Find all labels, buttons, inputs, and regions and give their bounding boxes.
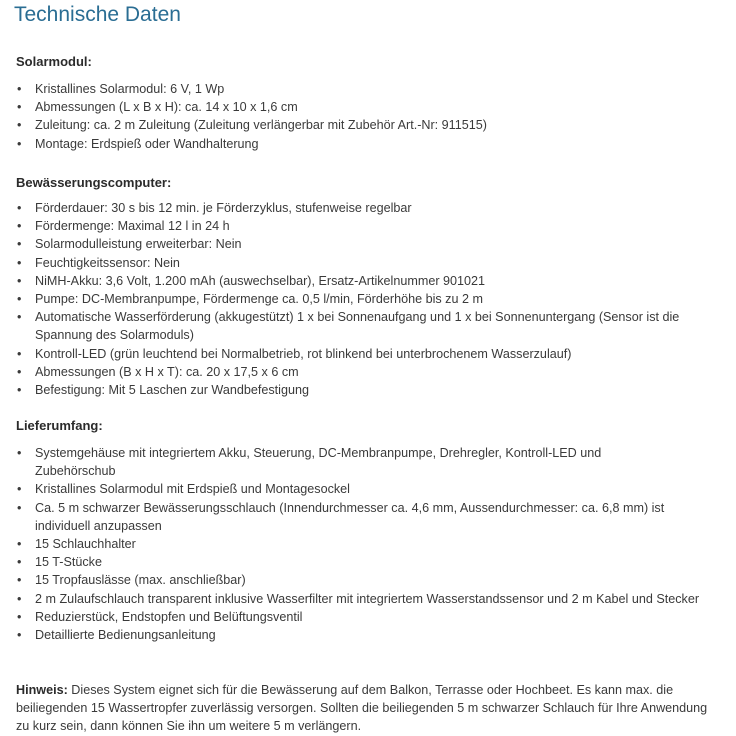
bewaesserungscomputer-list [16,199,728,399]
list-item: • Automatische Wasserförderung (akkugestützt) 1 x bei Sonnenaufgang und 1 x bei Sonnenuntergang (Sensor ist die Spannung des Solarmoduls) [16,308,728,344]
lieferumfang-list [16,444,700,644]
section-heading-solarmodul: Solarmodul: [16,54,92,69]
list-item: • Solarmodulleistung erweiterbar: Nein [16,235,728,253]
list-item: • Ca. 5 m schwarzer Bewässerungsschlauch (Innendurchmesser ca. 4,6 mm, Aussendurchmesser: ca. 6,8 mm) ist individuell anzupassen [16,499,681,535]
list-item: • 2 m Zulaufschlauch transparent inklusive Wasserfilter mit integriertem Wasserstandssensor und 2 m Kabel und Stecker [16,590,725,608]
hint-label: Hinweis: [16,683,68,697]
list-item: • Befestigung: Mit 5 Laschen zur Wandbefestigung [16,381,728,399]
list-item: • 15 Tropfauslässe (max. anschließbar) [16,571,681,589]
list-item: • 15 T-Stücke [16,553,681,571]
hint-text: Dieses System eignet sich für die Bewässerung auf dem Balkon, Terrasse oder Hochbeet. Es kann max. die beiliegenden 15 Wassertropfer zuverlässig versorgen. Sollten die beiliegenden 5 m schwarzer Schlauch für Ihre Anwendung zu kurz sein, dann können Sie ihn um weitere 5 m verlängern. [16,683,708,734]
page-title: Technische Daten [14,3,181,26]
list-item: • Kristallines Solarmodul mit Erdspieß und Montagesockel [16,480,681,498]
solarmodul-list [16,80,728,153]
list-item: • Kristallines Solarmodul: 6 V, 1 Wp [16,80,728,98]
section-heading-lieferumfang: Lieferumfang: [16,418,103,433]
list-item: • Systemgehäuse mit integriertem Akku, Steuerung, DC-Membranpumpe, Drehregler, Kontroll-LED und Zubehörschub [16,444,681,480]
list-item: • Abmessungen (L x B x H): ca. 14 x 10 x 1,6 cm [16,98,728,116]
list-item: • Abmessungen (B x H x T): ca. 20 x 17,5 x 6 cm [16,363,728,381]
list-item: • Feuchtigkeitssensor: Nein [16,254,728,272]
list-item: • Fördermenge: Maximal 12 l in 24 h [16,217,728,235]
list-item: • Zuleitung: ca. 2 m Zuleitung (Zuleitung verlängerbar mit Zubehör Art.-Nr: 911515) [16,116,728,134]
hint-paragraph [16,681,721,736]
list-item: • Detaillierte Bedienungsanleitung [16,626,681,644]
list-item: • Pumpe: DC-Membranpumpe, Fördermenge ca. 0,5 l/min, Förderhöhe bis zu 2 m [16,290,728,308]
list-item: • NiMH-Akku: 3,6 Volt, 1.200 mAh (auswechselbar), Ersatz-Artikelnummer 901021 [16,272,728,290]
list-item: • Reduzierstück, Endstopfen und Belüftungsventil [16,608,681,626]
list-item: • 15 Schlauchhalter [16,535,681,553]
list-item: • Kontroll-LED (grün leuchtend bei Normalbetrieb, rot blinkend bei unterbrochenem Wasserzulauf) [16,345,728,363]
list-item: • Förderdauer: 30 s bis 12 min. je Förderzyklus, stufenweise regelbar [16,199,728,217]
list-item: • Montage: Erdspieß oder Wandhalterung [16,135,728,153]
section-heading-bewaesserungscomputer: Bewässerungscomputer: [16,175,172,190]
